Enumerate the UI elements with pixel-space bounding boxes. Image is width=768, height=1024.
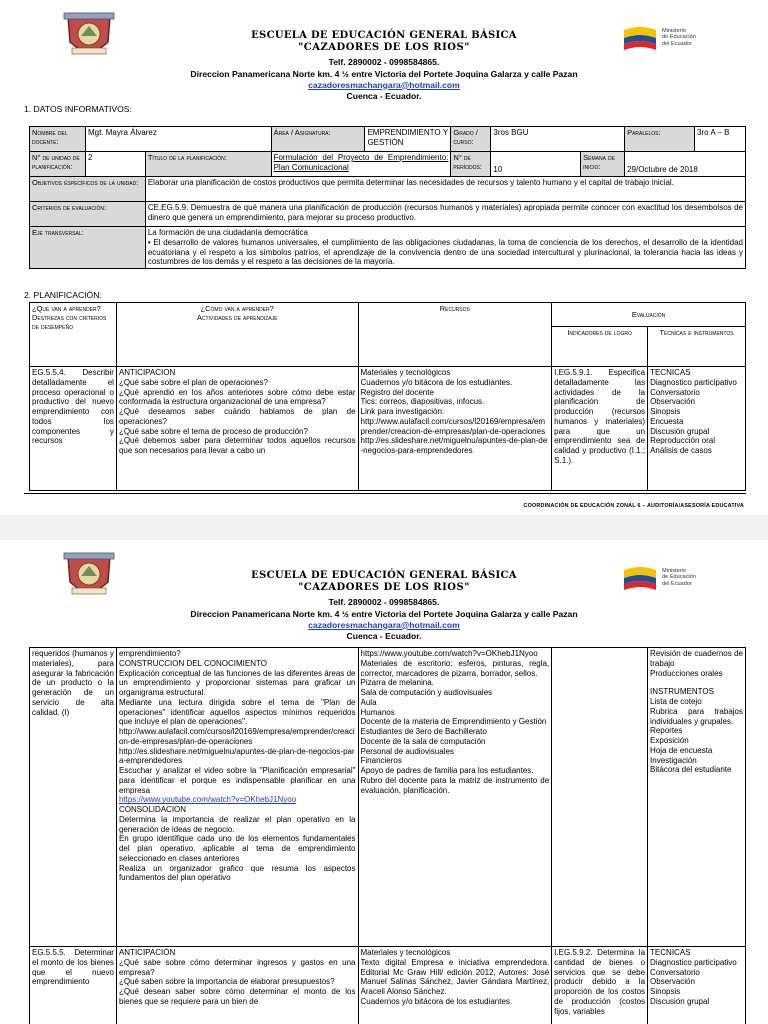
resource-line: Link para investigación: bbox=[360, 407, 445, 416]
technique-line: INSTRUMENTOS bbox=[650, 687, 714, 697]
footer-text: COORDINACIÓN DE EDUCACIÓN ZONAL 6 – AUDITORÍA/ASESORÍA EDUCATIVA bbox=[523, 503, 744, 509]
objetivos-value: Elaborar una planificación de costos productivos que permita determinar las necesidades de recursos y talento humano y el capital de trabajo inicial. bbox=[145, 177, 745, 202]
criterios-value: CE.EG.5.9. Demuestra de qué manera una planificación de producción (recursos humanos y materiales) apropiada permite conocer con exactitud los desembolsos de dinero que genera un emprendimiento, para mejorar su proceso productivo. bbox=[145, 202, 745, 227]
school-city: Cuenca - Ecuador. bbox=[346, 630, 422, 641]
school-email-link[interactable]: cazadoresmachangara@hotmail.com bbox=[308, 79, 460, 90]
section-datos-informativos: 1. DATOS INFORMATIVOS: bbox=[24, 104, 132, 114]
technique-line: Observación bbox=[650, 397, 695, 407]
activity-line: ¿Qué sabe sobre cómo determinar ingresos y gastos en una empresa? bbox=[118, 957, 356, 977]
eje-title: La formación de una ciudadanía democrática bbox=[147, 228, 308, 237]
p1-indicador bbox=[552, 367, 648, 491]
activity-line: ¿Qué deseamos saber cuándo hablamos de plan de operaciones? bbox=[118, 407, 356, 426]
activity-line: emprendimiento? bbox=[118, 649, 181, 658]
eje-value bbox=[145, 227, 745, 269]
resource-line: Materiales y tecnológicos bbox=[360, 368, 451, 377]
p2-destreza-text: requeridos (humanos y materiales), para asegurar la fabricación de un producto o la generación de un servicio de alta calidad. (I) bbox=[32, 649, 114, 717]
ministry-logo bbox=[622, 26, 732, 54]
semana-label: Semana de inicio: bbox=[581, 152, 625, 177]
titulo-value bbox=[271, 152, 451, 177]
p1-actividades bbox=[116, 367, 358, 491]
p3-tecnicas bbox=[648, 947, 746, 1024]
p1-destreza-text: EG.5.5.4. Describir detalladamente el proceso operacional o productivo del nuevo emprendimiento con todos los componentes y recursos bbox=[32, 368, 114, 446]
p1-destreza bbox=[30, 367, 117, 491]
school-phone: Telf. 2890002 - 0998584865. bbox=[328, 57, 440, 68]
ministry-logo bbox=[622, 566, 732, 594]
header-indicadores: Indicadores de logro bbox=[552, 327, 648, 367]
technique-line: Exposición bbox=[650, 736, 689, 745]
p2-actividades bbox=[116, 648, 358, 947]
resource-line: Cuadernos y/o bitácora de los estudiantes. bbox=[360, 996, 513, 1006]
ecuador-flag-icon bbox=[622, 566, 658, 592]
resource-line: Texto digital Empresa e iniciativa emprendedora. Editorial Mc Graw Hill/ edición 2012, Autores: José Manuel Salinas Sánchez, Javier Gándara Martínez, Araceli Alonso Sánchez. bbox=[360, 957, 550, 996]
p3-actividades-list bbox=[119, 948, 356, 1024]
school-address: Direccion Panamericana Norte km. 4 ½ entre Victoria del Portete Joquina Galarza y calle Pazan bbox=[190, 608, 578, 619]
info-table bbox=[29, 126, 746, 269]
school-name-quoted: "CAZADORES DE LOS RIOS" bbox=[298, 42, 470, 54]
school-email-link[interactable]: cazadoresmachangara@hotmail.com bbox=[308, 619, 460, 630]
technique-line: Hoja de encuesta bbox=[650, 745, 713, 755]
docente-value: Mgt. Mayra Álvarez bbox=[85, 127, 271, 152]
p3-destreza bbox=[30, 947, 117, 1024]
resource-line: Apoyo de padres de familia para los estudiantes. bbox=[360, 766, 534, 775]
p2-indicador-empty bbox=[552, 648, 648, 947]
paralelos-label: Paralelos: bbox=[625, 127, 695, 152]
technique-line: Rubrica para trabajos individuales y grupales. bbox=[650, 706, 743, 726]
school-city: Cuenca - Ecuador. bbox=[346, 90, 422, 101]
technique-line: Diagnostico participativo bbox=[650, 957, 737, 967]
resource-line: Materiales de escritorio: esferos, pinturas, regla, corrector, marcadores de pizarra, borrador, sellos. bbox=[360, 658, 550, 678]
area-label: Área / Asignatura: bbox=[271, 127, 365, 152]
resource-line: Docente de la materia de Emprendimiento y Gestión bbox=[360, 717, 547, 727]
plan-table-page2 bbox=[29, 647, 746, 1024]
document-page-2 bbox=[0, 540, 768, 1024]
resource-line: Financieros bbox=[360, 756, 402, 766]
resource-link[interactable]: http://es.slideshare.net/miguelnu/apuntes-de-plan-de-negocios-para-emprendedores bbox=[360, 436, 548, 455]
area-value: EMPRENDIMIENTO Y GESTIÓN bbox=[365, 127, 451, 152]
activity-line: CONSOLIDACION bbox=[118, 805, 187, 814]
activity-line: Explicación conceptual de las funciones de las diferentes áreas de un emprendimiento y proporcionar sistemas para graficar un organigrama estructural. bbox=[118, 668, 356, 697]
technique-line: Encuesta bbox=[650, 416, 684, 426]
docente-label: Nombre del docente: bbox=[30, 127, 86, 152]
technique-line: Análisis de casos bbox=[650, 446, 712, 455]
school-phone: Telf. 2890002 - 0998584865. bbox=[328, 597, 440, 608]
activity-line: En grupo identifique cada uno de los elementos fundamentales del plan operativo, aplicable al tema de emprendimiento seleccionado en clases anteriores bbox=[118, 834, 356, 863]
resource-line: Rubro del docente para la matriz de instrumento de evaluación, planificación. bbox=[360, 775, 550, 795]
ministry-text-line: del Ecuador bbox=[662, 40, 692, 47]
technique-line: Observación bbox=[650, 977, 695, 987]
p2-tecnicas-list bbox=[650, 649, 743, 945]
header-que-aprender: ¿Qué van a aprender? Destrezas con criterios de desempeño bbox=[30, 303, 117, 367]
activity-line: ¿Qué desean saber sobre cómo determinar el monto de los bienes que se requiere para un bien de bbox=[118, 987, 356, 1006]
p2-recursos bbox=[358, 648, 552, 947]
resource-link[interactable]: https://www.youtube.com/watch?v=OKhebJ1Nyoo bbox=[360, 649, 538, 658]
ministry-text-line: Ministerio bbox=[662, 568, 686, 574]
activity-line: Escuchar y analizar el video sobre la "Planificación empresarial" para identificar el porque es indispensable planificar en una empresa bbox=[118, 766, 356, 795]
unidad-label: N° de unidad de planificación: bbox=[30, 152, 86, 177]
resource-line: Personal de audiovisuales bbox=[360, 746, 454, 756]
activity-line: ¿Qué sabe sobre el plan de operaciones? bbox=[118, 377, 268, 387]
ministry-text-line: Ministerio bbox=[662, 28, 686, 34]
objetivos-label: Objetivos específicos de la unidad: bbox=[30, 177, 146, 202]
technique-line: Conversatorio bbox=[650, 967, 700, 977]
resource-line: Humanos bbox=[360, 707, 395, 717]
technique-line: Conversatorio bbox=[650, 387, 700, 397]
page-gap bbox=[0, 515, 768, 540]
p3-recursos-list bbox=[361, 948, 550, 1024]
resource-line: Docente de la sala de computación bbox=[360, 736, 486, 746]
criterios-label: Criterios de evaluación: bbox=[30, 202, 146, 227]
school-name: ESCUELA DE EDUCACIÓN GENERAL BÁSICA bbox=[251, 570, 517, 581]
paralelos-value: 3ro A – B bbox=[694, 127, 745, 152]
activity-line: ¿Qué saben sobre la importancia de elaborar presupuestos? bbox=[118, 977, 335, 987]
p1-indicador-text: I.EG.5.9.1. Especifica detalladamente las actividades de la planificación de producción (recursos humanos y materiales) para que un emprendimiento sea de calidad y productivo (I.1.; S.1.). bbox=[554, 368, 646, 465]
semana-value: 29/Octubre de 2018 bbox=[625, 152, 746, 177]
p3-recursos bbox=[358, 947, 552, 1024]
header-evaluacion: Evaluación bbox=[552, 303, 746, 327]
header-recursos: Recursos bbox=[358, 303, 552, 367]
resource-line: Registro del docente bbox=[360, 387, 434, 397]
header-como-line1: ¿Cómo van a aprender? bbox=[200, 304, 274, 313]
eje-description: • El desarrollo de valores humanos universales, el cumplimiento de las obligaciones ciudadanas, la toma de conciencia de los derechos, el desarrollo de la identidad ecuatoriana y el respeto a los símbolos patrios, el aprendizaje de la convivencia dentro de una sociedad intercultural y plurinacional, la tolerancia hacia las ideas y costumbres de los demás y el respeto a las decisiones de la mayoría. bbox=[147, 237, 743, 267]
technique-line: Producciones orales bbox=[650, 668, 723, 678]
technique-line: Diagnostico participativo bbox=[650, 377, 737, 387]
technique-line: Sinopsis bbox=[650, 407, 681, 416]
section-planificacion: 2. PLANIFICACIÓN: bbox=[24, 290, 102, 300]
resource-link[interactable]: http://www.aulafacil.com/cursos/l20169/empresa/emprender/creacion-de-empresas/plan-de-operaciones bbox=[360, 416, 546, 436]
technique-line: Lista de cotejo bbox=[650, 697, 702, 706]
unidad-value: 2 bbox=[85, 152, 145, 177]
p2-recursos-list bbox=[361, 649, 550, 945]
p2-destreza bbox=[30, 648, 117, 947]
ministry-text-line: del Ecuador bbox=[662, 580, 692, 587]
school-address: Direccion Panamericana Norte km. 4 ½ entre Victoria del Portete Joquina Galarza y calle Pazan bbox=[190, 68, 578, 79]
titulo-text: Formulación del Proyecto de Emprendimiento: Plan Comunicacional bbox=[273, 153, 449, 172]
technique-line: Investigación bbox=[650, 755, 697, 765]
plan-table-page1 bbox=[29, 302, 746, 491]
p3-indicador bbox=[552, 947, 648, 1024]
activity-line: ANTICIPACIÓN bbox=[118, 948, 176, 957]
activity-link[interactable]: http://www.aulafacil.com/cursos/l20169/empresa/emprender/creacion-de-empresas/plan-de-operaciones bbox=[118, 727, 355, 746]
p1-actividades-list bbox=[119, 368, 356, 489]
letterhead bbox=[0, 540, 768, 640]
technique-line: Sinopsis bbox=[650, 987, 681, 996]
youtube-link[interactable]: https://www.youtube.com/watch?v=OKhebJ1Nyoo bbox=[118, 795, 297, 805]
technique-line: Reportes bbox=[650, 726, 683, 736]
letterhead bbox=[0, 0, 768, 100]
technique-line: Discusión grupal bbox=[650, 426, 710, 436]
technique-line: TECNICAS bbox=[650, 368, 691, 377]
p1-recursos bbox=[358, 367, 552, 491]
activity-line: Determina la importancia de realizar el plan operativo en la generación de ideas de negocio. bbox=[118, 814, 356, 834]
footer-divider bbox=[24, 493, 746, 494]
resource-line: Cuadernos y/o bitácora de los estudiantes. bbox=[360, 377, 513, 387]
p3-destreza-text: EG.5.5.5. Determinar el monto de los bienes que el nuevo emprendimiento bbox=[32, 948, 114, 987]
grado-value: 3ros BGU bbox=[491, 127, 625, 152]
header-tecnicas: Técnicas e instrumentos bbox=[648, 327, 746, 367]
technique-line: Reproducción oral bbox=[650, 436, 715, 446]
resource-line: Tics: correos, diapositivas, infocus. bbox=[360, 397, 485, 407]
activity-line: CONSTRUCCION DEL CONOCIMIENTO bbox=[118, 658, 267, 668]
activity-line: ANTICIPACION bbox=[118, 368, 176, 377]
titulo-label: Título de la planificación: bbox=[145, 152, 271, 177]
p1-tecnicas bbox=[648, 367, 746, 491]
p3-actividades bbox=[116, 947, 358, 1024]
resource-line: Pizarra de melanina. bbox=[360, 678, 434, 688]
header-como-line2: Actividades de aprendizaje bbox=[197, 313, 278, 323]
p2-actividades-list bbox=[119, 649, 356, 945]
activity-line: Realiza un organizador grafico que resuma los aspectos fundamentos del plan operativo bbox=[118, 863, 356, 883]
technique-line: Discusión grupal bbox=[650, 996, 710, 1006]
activity-line: ¿Qué debemos saber para determinar todos aquellos recursos que son necesarios para llevar a cabo un bbox=[118, 436, 356, 455]
technique-line: TECNICAS bbox=[650, 948, 691, 957]
grado-label: Grado / curso: bbox=[451, 127, 491, 152]
p3-tecnicas-list bbox=[650, 948, 743, 1024]
resource-line: Materiales y tecnológicos bbox=[360, 948, 451, 957]
school-name: ESCUELA DE EDUCACIÓN GENERAL BÁSICA bbox=[251, 30, 517, 41]
resource-line: Estudiantes de 3ero de Bachillerato bbox=[360, 727, 487, 736]
ministry-text-line: de Educación bbox=[662, 574, 696, 581]
resource-line: Aula bbox=[360, 697, 377, 707]
technique-line: Revisión de cuadernos de trabajo bbox=[650, 649, 743, 668]
eje-label: Eje transversal: bbox=[30, 227, 146, 269]
p1-tecnicas-list bbox=[650, 368, 743, 489]
periodos-value: 10 bbox=[491, 152, 581, 177]
resource-line: Sala de computación y audiovisuales bbox=[360, 688, 493, 697]
activity-line: Mediante una lectura dirigida sobre el tema de "Plan de operaciones" identificar aquellos aspectos mínimos requeridos que incluye el plan de operaciones". bbox=[118, 697, 356, 727]
periodos-label: N° de períodos: bbox=[451, 152, 491, 177]
header-como-aprender bbox=[116, 303, 358, 367]
ecuador-flag-icon bbox=[622, 26, 658, 52]
p2-tecnicas bbox=[648, 648, 746, 947]
ministry-text-line: de Educación bbox=[662, 34, 696, 41]
school-name-quoted: "CAZADORES DE LOS RIOS" bbox=[298, 582, 470, 594]
p1-recursos-list bbox=[361, 368, 550, 489]
activity-line: ¿Qué sabe sobre el tema de proceso de producción? bbox=[118, 426, 308, 436]
p3-indicador-text: I.EG.5.9.2. Determina la cantidad de bienes o servicios que se debe producir debido a la proporción de los costos de producción (costos fijos, variables bbox=[554, 948, 646, 1016]
activity-line: ¿Qué aprendió en los años anteriores sobre cómo debe estar conformada la estructura organizacional de una empresa? bbox=[118, 387, 356, 407]
activity-link[interactable]: http://es.slideshare.net/miguelnu/apuntes-de-plan-de-negocios-para-emprendedores bbox=[118, 746, 355, 766]
technique-line: Bitácora del estudiante bbox=[650, 765, 732, 775]
